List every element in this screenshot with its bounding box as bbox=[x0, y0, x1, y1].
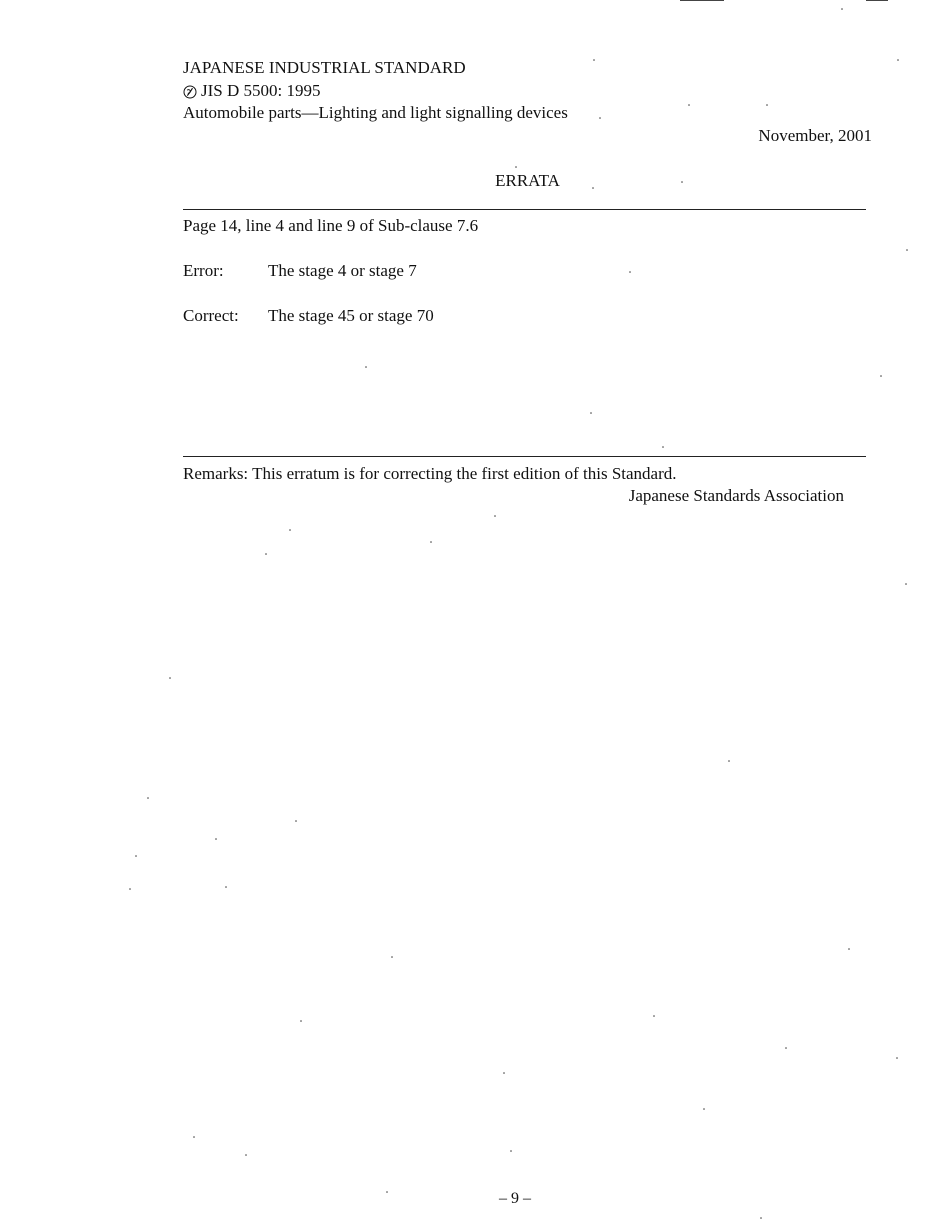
scan-speck bbox=[265, 553, 267, 555]
scan-speck bbox=[245, 1154, 247, 1156]
top-divider bbox=[183, 209, 866, 210]
scan-speck bbox=[841, 8, 843, 10]
scan-speck bbox=[135, 855, 137, 857]
error-text: The stage 4 or stage 7 bbox=[268, 261, 417, 280]
issuing-organization: Japanese Standards Association bbox=[628, 486, 844, 505]
scan-speck bbox=[494, 515, 496, 517]
scan-speck bbox=[905, 583, 907, 585]
scan-speck bbox=[593, 59, 595, 61]
standard-title: JAPANESE INDUSTRIAL STANDARD bbox=[183, 58, 466, 77]
scan-speck bbox=[129, 888, 131, 890]
scan-speck bbox=[169, 677, 171, 679]
scan-speck bbox=[906, 249, 908, 251]
errata-heading: ERRATA bbox=[495, 171, 560, 190]
scan-speck bbox=[215, 838, 217, 840]
page-number: – 9 – bbox=[499, 1190, 531, 1207]
scan-speck bbox=[760, 1217, 762, 1219]
standard-number-row bbox=[183, 81, 320, 101]
scan-speck bbox=[300, 1020, 302, 1022]
scan-speck bbox=[681, 181, 683, 183]
scan-speck bbox=[703, 1108, 705, 1110]
correct-text: The stage 45 or stage 70 bbox=[268, 306, 434, 325]
scan-speck bbox=[896, 1057, 898, 1059]
scan-speck bbox=[728, 760, 730, 762]
scan-speck bbox=[590, 412, 592, 414]
scan-artifact-line bbox=[866, 0, 888, 1]
scan-speck bbox=[592, 187, 594, 189]
standard-subject: Automobile parts—Lighting and light signalling devices bbox=[183, 103, 568, 122]
scan-speck bbox=[386, 1191, 388, 1193]
scan-speck bbox=[295, 820, 297, 822]
scan-speck bbox=[391, 956, 393, 958]
scan-speck bbox=[147, 797, 149, 799]
error-label: Error: bbox=[183, 261, 224, 280]
scan-speck bbox=[225, 886, 227, 888]
scan-speck bbox=[503, 1072, 505, 1074]
jis-mark-icon bbox=[183, 84, 197, 98]
bottom-divider bbox=[183, 456, 866, 457]
scan-speck bbox=[785, 1047, 787, 1049]
scan-speck bbox=[880, 375, 882, 377]
scan-artifact-line bbox=[680, 0, 724, 1]
scan-speck bbox=[365, 366, 367, 368]
scan-speck bbox=[653, 1015, 655, 1017]
scan-speck bbox=[688, 104, 690, 106]
scan-speck bbox=[515, 166, 517, 168]
scan-speck bbox=[510, 1150, 512, 1152]
scan-speck bbox=[193, 1136, 195, 1138]
scan-speck bbox=[599, 117, 601, 119]
scan-speck bbox=[897, 59, 899, 61]
standard-number: JIS D 5500: 1995 bbox=[201, 81, 321, 100]
errata-location: Page 14, line 4 and line 9 of Sub-clause 7.6 bbox=[183, 216, 479, 235]
scan-speck bbox=[430, 541, 432, 543]
remarks-text: Remarks: This erratum is for correcting the first edition of this Standard. bbox=[183, 464, 677, 483]
scan-speck bbox=[289, 529, 291, 531]
scan-speck bbox=[848, 948, 850, 950]
correct-label: Correct: bbox=[183, 306, 239, 325]
scan-speck bbox=[766, 104, 768, 106]
scan-speck bbox=[629, 271, 631, 273]
issue-date: November, 2001 bbox=[758, 126, 872, 145]
scan-speck bbox=[662, 446, 664, 448]
